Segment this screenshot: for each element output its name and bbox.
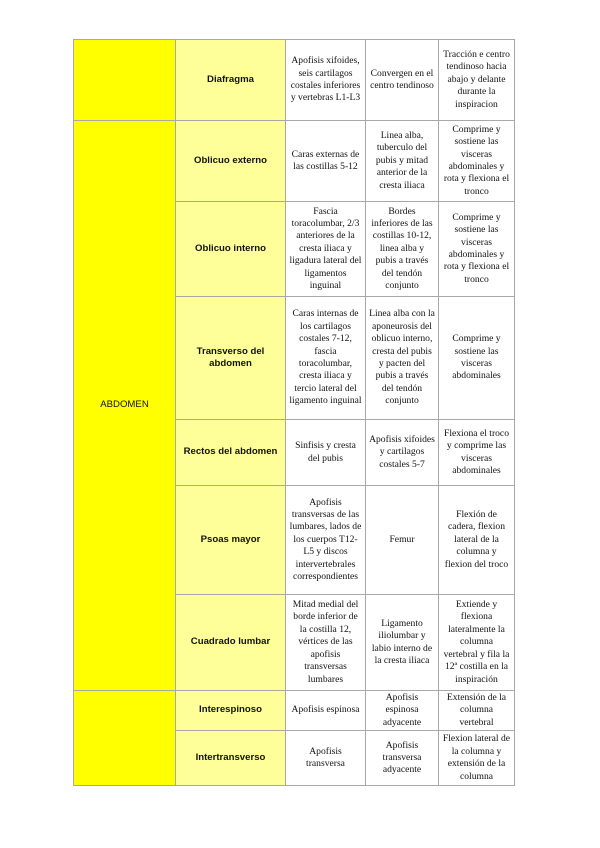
muscle-name-cell: Transverso del abdomen [176, 297, 286, 420]
origin-cell: Caras internas de los cartilagos costales 7-12, fascia toracolumbar, cresta iliaca y tercio lateral del ligamento inguinal [286, 297, 366, 420]
origin-cell: Caras externas de las costillas 5-12 [286, 121, 366, 202]
table-row [74, 691, 515, 731]
insertion-cell: Convergen en el centro tendinoso [366, 40, 439, 121]
action-cell: Flexiona el troco y comprime las visceras abdominales [439, 420, 515, 486]
region-cell [74, 40, 176, 121]
action-cell: Extensión de la columna vertebral [439, 691, 515, 731]
muscle-name-cell: Diafragma [176, 40, 286, 121]
insertion-cell: Bordes inferiores de las costillas 10-12, linea alba y pubis a través del tendón conjunto [366, 202, 439, 297]
action-cell: Comprime y sostiene las visceras abdominales y rota y flexiona el tronco [439, 202, 515, 297]
insertion-cell: Apofisis xifoides y cartilagos costales 5-7 [366, 420, 439, 486]
table-row [74, 121, 515, 202]
insertion-cell: Apofisis espinosa adyacente [366, 691, 439, 731]
action-cell: Flexion lateral de la columna y extensión de la columna [439, 731, 515, 786]
region-cell [74, 691, 176, 786]
muscle-name-cell: Cuadrado lumbar [176, 595, 286, 691]
origin-cell: Sinfisis y cresta del pubis [286, 420, 366, 486]
table-row [74, 40, 515, 121]
origin-cell: Apofisis xifoides, seis cartilagos costales inferiores y vertebras L1-L3 [286, 40, 366, 121]
action-cell: Comprime y sostiene las visceras abdominales [439, 297, 515, 420]
origin-cell: Apofisis transversa [286, 731, 366, 786]
origin-cell: Apofisis transversas de las lumbares, lados de los cuerpos T12-L5 y discos intervertebrales correspondientes [286, 486, 366, 595]
region-cell: ABDOMEN [74, 121, 176, 691]
insertion-cell: Linea alba, tuberculo del pubis y mitad anterior de la cresta iliaca [366, 121, 439, 202]
insertion-cell: Femur [366, 486, 439, 595]
insertion-cell: Apofisis transversa adyacente [366, 731, 439, 786]
action-cell: Flexión de cadera, flexion lateral de la columna y flexion del troco [439, 486, 515, 595]
origin-cell: Fascia toracolumbar, 2/3 anteriores de la cresta iliaca y ligadura lateral del ligamentos inguinal [286, 202, 366, 297]
muscle-name-cell: Oblicuo externo [176, 121, 286, 202]
muscle-name-cell: Oblicuo interno [176, 202, 286, 297]
origin-cell: Apofisis espinosa [286, 691, 366, 731]
muscle-name-cell: Interespinoso [176, 691, 286, 731]
insertion-cell: Linea alba con la aponeurosis del oblicuo interno, cresta del pubis y pacten del pubis a través del tendón conjunto [366, 297, 439, 420]
muscle-name-cell: Rectos del abdomen [176, 420, 286, 486]
action-cell: Tracción e centro tendinoso hacia abajo y delante durante la inspiracion [439, 40, 515, 121]
muscle-name-cell: Psoas mayor [176, 486, 286, 595]
muscles-table [73, 39, 515, 786]
action-cell: Comprime y sostiene las visceras abdominales y rota y flexiona el tronco [439, 121, 515, 202]
action-cell: Extiende y flexiona lateralmente la columna vertebral y fila la 12ª costilla en la inspiración [439, 595, 515, 691]
insertion-cell: Ligamento iliolumbar y labio interno de la cresta iliaca [366, 595, 439, 691]
origin-cell: Mitad medial del borde inferior de la costilla 12, vértices de las apofisis transversas lumbares [286, 595, 366, 691]
muscle-name-cell: Intertransverso [176, 731, 286, 786]
